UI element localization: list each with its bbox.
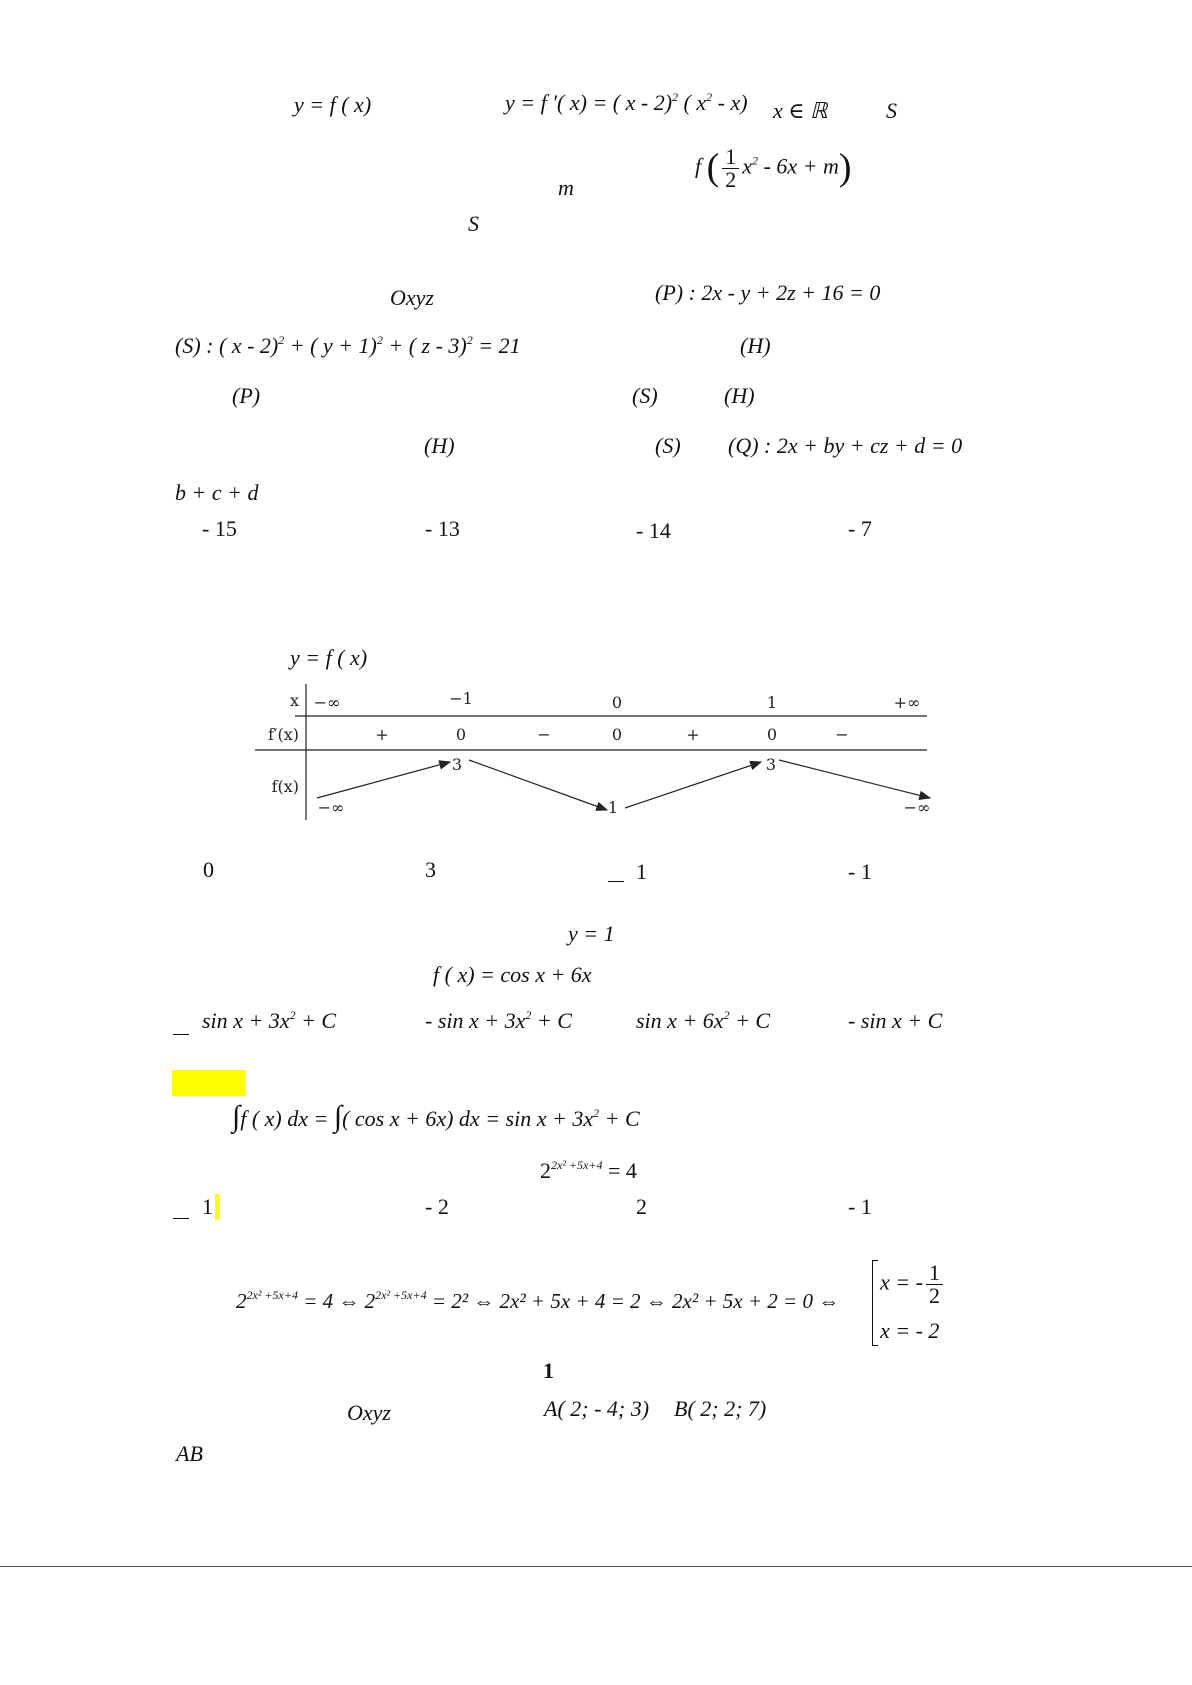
q2-sum-expression: b + c + d	[175, 480, 259, 505]
q5-root-1: x = - $\frac{1}{2}$	[880, 1262, 946, 1307]
variation-arrow-1	[469, 760, 607, 810]
f-value: 3	[451, 755, 463, 774]
x-value: +∞	[893, 693, 921, 712]
derivative-sign: +	[375, 725, 389, 744]
x-value: 1	[766, 693, 778, 712]
q2-plane-p-ref: (P)	[232, 383, 261, 408]
answer-underline-mark	[173, 1218, 189, 1219]
x-value: −∞	[313, 693, 341, 712]
q6-coordinate-system: Oxyz	[347, 1400, 391, 1425]
q5-option-b[interactable]: - 2	[425, 1194, 449, 1219]
q1-composite-function: f ( $\frac{1}{2}$ $x^2 - 6x + m$)	[695, 144, 852, 192]
x-value: −1	[449, 689, 473, 708]
derivative-sign: −	[537, 725, 551, 744]
q4-option-a[interactable]: $\sin x + 3x^2 + C$	[202, 1008, 337, 1033]
solution-bracket	[872, 1260, 878, 1346]
q5-option-a[interactable]: 1	[202, 1194, 213, 1219]
variation-table	[255, 680, 945, 830]
q1-derivative: y = f ′( x) = ( x - 2)$^2$ ( $x^2 - x$)	[505, 90, 748, 115]
q3-asymptote: y = 1	[568, 921, 615, 946]
answer-underline-mark	[608, 881, 624, 882]
row-label-2: f(x)	[271, 777, 299, 796]
q2-option-b[interactable]: - 13	[425, 516, 460, 541]
answer-underline-mark	[173, 1034, 189, 1035]
variation-arrow-2	[625, 762, 761, 808]
q4-function: f ( x) = cos x + 6x	[433, 962, 592, 987]
solution-highlight	[172, 1070, 246, 1096]
derivative-sign: 0	[611, 725, 623, 744]
q5-equation: $2^{2x^2 +5x+4} = 4$	[540, 1158, 637, 1183]
x-value: 0	[611, 693, 623, 712]
f-value: 1	[607, 798, 619, 817]
q2-coordinate-system: Oxyz	[390, 285, 434, 310]
q2-option-d[interactable]: - 7	[848, 516, 872, 541]
q5-option-d[interactable]: - 1	[848, 1194, 872, 1219]
derivative-sign: 0	[455, 725, 467, 744]
q5-root-2: x = - 2	[880, 1318, 940, 1343]
q2-option-a[interactable]: - 15	[202, 516, 237, 541]
q1-set: S	[886, 98, 897, 123]
q3-function: y = f ( x)	[290, 645, 368, 670]
variation-arrow-0	[317, 762, 450, 798]
q5-solution-chain: $2^{2x^2 +5x+4} = 4$ ⇔ $2^{2x^2 +5x+4} = 2^2$ ⇔ 2x² + 5x + 4 = 2 ⇔ 2x² + 5x + 2 = 0 ⇔	[236, 1288, 840, 1313]
q2-sphere-s: (S) : ( x - 2)$^2$ + ( y + 1)$^2$ + ( z - 3)$^2$ = 21	[175, 333, 521, 358]
variation-arrow-3	[779, 760, 930, 798]
derivative-sign: 0	[766, 725, 778, 744]
q1-domain: x ∈ ℝ	[773, 98, 828, 123]
derivative-sign: −	[835, 725, 849, 744]
f-value: −∞	[903, 798, 931, 817]
q4-option-b[interactable]: - $\sin x + 3x^2 + C$	[425, 1008, 572, 1033]
q1-parameter: m	[558, 175, 574, 200]
q3-option-c[interactable]: 1	[636, 859, 647, 884]
q4-integral-solution: ∫f ( x) dx = ∫( cos x + 6x) dx = $\sin x + 3x^2 + C$	[232, 1100, 640, 1133]
q5-answer-count: 1	[543, 1358, 554, 1383]
q6-segment: AB	[176, 1441, 203, 1466]
q2-sphere-ref-2: (S)	[655, 433, 681, 458]
q4-option-c[interactable]: $\sin x + 6x^2 + C$	[636, 1008, 771, 1033]
q6-point-a: A( 2; - 4; 3)	[544, 1396, 650, 1421]
q3-option-a[interactable]: 0	[203, 857, 214, 882]
q2-plane-q: (Q) : 2x + by + cz + d = 0	[728, 433, 963, 458]
q2-option-c[interactable]: - 14	[636, 518, 671, 543]
q4-option-d[interactable]: - sin x + C	[848, 1008, 943, 1033]
derivative-sign: +	[686, 725, 700, 744]
row-label-0: x	[289, 691, 299, 710]
q2-plane-p: (P) : 2x - y + 2z + 16 = 0	[655, 280, 881, 305]
q6-point-b: B( 2; 2; 7)	[674, 1396, 767, 1421]
q1-function: y = f ( x)	[294, 92, 372, 117]
answer-highlight	[215, 1194, 220, 1220]
page-bottom-rule	[0, 1566, 1192, 1567]
f-value: 3	[765, 755, 777, 774]
f-value: −∞	[317, 798, 345, 817]
q3-option-d[interactable]: - 1	[848, 859, 872, 884]
row-label-1: f′(x)	[267, 725, 299, 744]
q1-set-ref: S	[468, 211, 479, 236]
q3-option-b[interactable]: 3	[425, 857, 436, 882]
q2-set-h-ref-2: (H)	[424, 433, 455, 458]
q2-set-h-ref: (H)	[724, 383, 755, 408]
q5-option-c[interactable]: 2	[636, 1194, 647, 1219]
q2-set-h: (H)	[740, 333, 771, 358]
q2-sphere-ref: (S)	[632, 383, 658, 408]
